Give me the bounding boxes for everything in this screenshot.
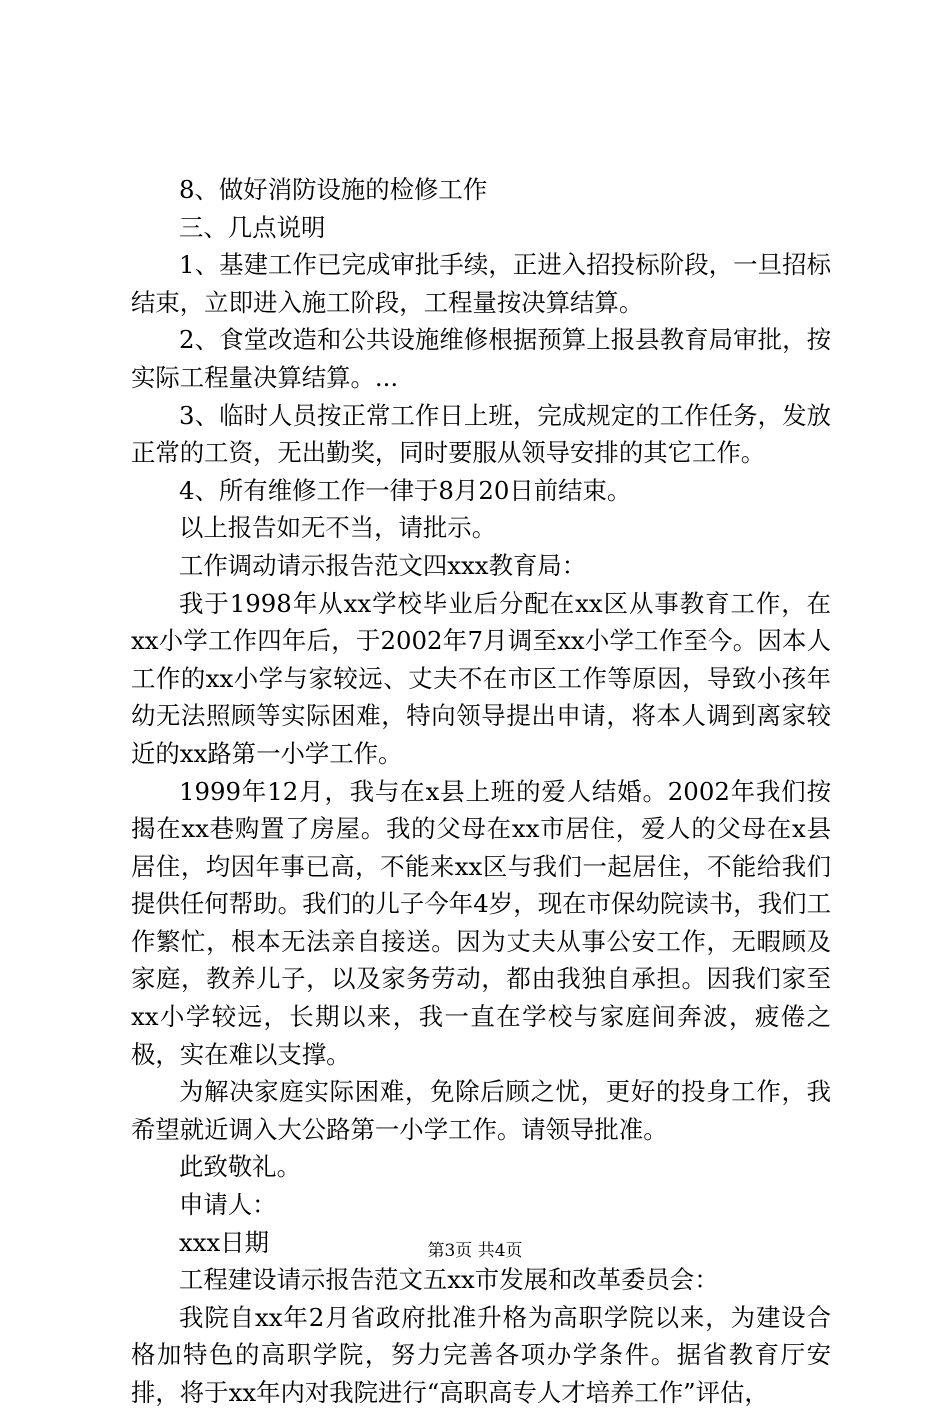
paragraph-applicant: 申请人： xyxy=(179,1190,277,1220)
paragraph-salutation: 此致敬礼。 xyxy=(179,1152,301,1182)
paragraph-college-upgrade: 我院自xx年2月省政府批准升格为高职学院以来，为建设合格加特色的高职学院，努力完善各项办学条件。据省教育厅安排，将于xx年内对我院进行“高职高专人才培养工作”评估， xyxy=(131,1302,831,1407)
paragraph-transfer-request: 为解决家庭实际困难，免除后顾之忧，更好的投身工作，我希望就近调入大公路第一小学工作。请领导批准。 xyxy=(131,1077,831,1144)
paragraph-fire-facility: 8、做好消防设施的检修工作 xyxy=(179,175,488,204)
paragraph-family-situation: 1999年12月，我与在x县上班的爱人结婚。2002年我们按揭在xx巷购置了房屋。我的父母在xx市居住，爱人的父母在x县居住，均因年事已高，不能来xx区与我们一起居住，不能给我们提供任何帮助。我们的儿子今年4岁，现在市保幼院读书，我们工作繁忙，根本无法亲自接送。因为丈夫从事公安工作，无暇顾及家庭，教养儿子，以及家务劳动，都由我独自承担。因我们家至xx小学较远，长期以来，我一直在学校与家庭间奔波，疲倦之极，实在难以支撑。 xyxy=(131,776,831,1069)
paragraph-note-1: 1、基建工作已完成审批手续，正进入招投标阶段，一旦招标结束，立即进入施工阶段，工程量按决算结算。 xyxy=(131,250,831,317)
paragraph-closing-request: 以上报告如无不当，请批示。 xyxy=(179,513,497,543)
paragraph-date: xxx日期 xyxy=(179,1227,270,1257)
heading-sample-five: 工程建设请示报告范文五xx市发展和改革委员会： xyxy=(179,1265,719,1295)
paragraph-note-3: 3、临时人员按正常工作日上班，完成规定的工作任务，发放正常的工资，无出勤奖，同时要服从领导安排的其它工作。 xyxy=(131,400,831,468)
heading-sample-four: 工作调动请示报告范文四xxx教育局： xyxy=(179,550,587,580)
paragraph-transfer-reason: 我于1998年从xx学校毕业后分配在xx区从事教育工作，在xx小学工作四年后，于2002年7月调至xx小学工作至今。因本人工作的xx小学与家较远、丈夫不在市区工作等原因，导致小孩年幼无法照顾等实际困难，特向领导提出申请，将本人调到离家较近的xx路第一小学工作。 xyxy=(131,588,831,768)
document-body xyxy=(131,171,831,1412)
paragraph-note-2: 2、食堂改造和公共设施维修根据预算上报县教育局审批，按实际工程量决算结算。... xyxy=(131,325,831,392)
paragraph-note-4: 4、所有维修工作一律于8月20日前结束。 xyxy=(179,475,632,505)
page-number-footer: 第3页 共4页 xyxy=(427,1241,523,1261)
heading-notes: 三、几点说明 xyxy=(179,212,326,242)
